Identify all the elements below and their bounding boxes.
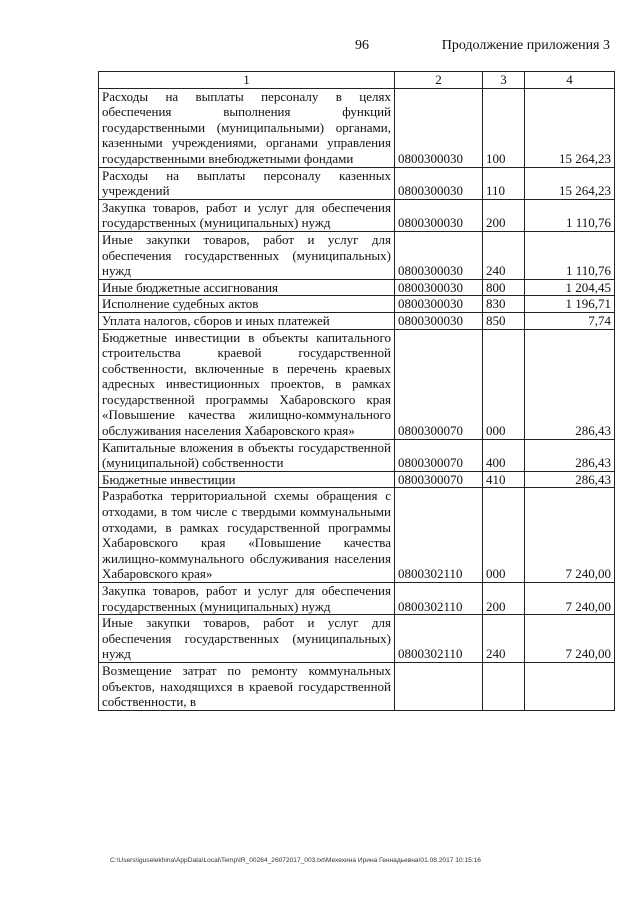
table-row [99,88,615,167]
column-header-4: 4 [525,72,615,89]
row-amount-cell [525,662,615,710]
row-kind-cell: 850 [483,312,525,329]
table-row [99,231,615,279]
table-row [99,439,615,471]
row-amount-cell: 286,43 [525,439,615,471]
row-kind-cell: 110 [483,167,525,199]
row-code-cell: 0800300030 [395,88,483,167]
row-name-cell: Закупка товаров, работ и услуг для обеспечения государственных (муниципальных) нужд [99,199,395,231]
row-code-cell: 0800300030 [395,279,483,296]
row-name-cell: Возмещение затрат по ремонту коммунальных объектов, находящихся в краевой государственной собственности, в [99,662,395,710]
table-row [99,312,615,329]
row-code-cell: 0800302110 [395,488,483,583]
row-amount-cell: 15 264,23 [525,88,615,167]
file-path-footer: C:\Users\iguselekhina\AppData\Local\Temp\IR_00264_26072017_003.txt\Мехехина Ирина Геннадьевна\01.08.2017 10:15:16 [110,857,481,864]
column-header-2: 2 [395,72,483,89]
row-kind-cell: 410 [483,471,525,488]
table-row [99,583,615,615]
row-code-cell: 0800302110 [395,583,483,615]
row-amount-cell: 286,43 [525,471,615,488]
row-code-cell: 0800300030 [395,296,483,313]
row-amount-cell: 7,74 [525,312,615,329]
row-amount-cell: 1 196,71 [525,296,615,313]
row-code-cell: 0800300030 [395,167,483,199]
row-name-cell: Расходы на выплаты персоналу казенных учреждений [99,167,395,199]
row-kind-cell: 200 [483,199,525,231]
row-name-cell: Иные бюджетные ассигнования [99,279,395,296]
row-kind-cell: 100 [483,88,525,167]
table-row [99,329,615,439]
row-amount-cell: 1 110,76 [525,199,615,231]
row-amount-cell: 7 240,00 [525,583,615,615]
row-name-cell: Закупка товаров, работ и услуг для обеспечения государственных (муниципальных) нужд [99,583,395,615]
row-name-cell: Разработка территориальной схемы обращения с отходами, в том числе с твердыми коммунальными отходами, в рамках государственной программы Хабаровского края «Повышение качества жилищно-коммунального обслуживания населения Хабаровского края» [99,488,395,583]
row-kind-cell: 240 [483,615,525,663]
row-name-cell: Уплата налогов, сборов и иных платежей [99,312,395,329]
page-number: 96 [355,38,369,53]
row-kind-cell: 000 [483,488,525,583]
table-row [99,471,615,488]
row-kind-cell: 830 [483,296,525,313]
row-kind-cell [483,662,525,710]
row-code-cell: 0800300070 [395,329,483,439]
row-name-cell: Иные закупки товаров, работ и услуг для обеспечения государственных (муниципальных) нужд [99,615,395,663]
column-header-1: 1 [99,72,395,89]
row-kind-cell: 000 [483,329,525,439]
row-code-cell: 0800300030 [395,199,483,231]
row-amount-cell: 1 204,45 [525,279,615,296]
row-name-cell: Исполнение судебных актов [99,296,395,313]
table-row [99,199,615,231]
row-amount-cell: 7 240,00 [525,615,615,663]
row-amount-cell: 7 240,00 [525,488,615,583]
row-amount-cell: 1 110,76 [525,231,615,279]
row-code-cell: 0800300070 [395,439,483,471]
row-code-cell: 0800300070 [395,471,483,488]
row-code-cell [395,662,483,710]
row-code-cell: 0800300030 [395,312,483,329]
table-row [99,167,615,199]
row-amount-cell: 15 264,23 [525,167,615,199]
row-name-cell: Иные закупки товаров, работ и услуг для обеспечения государственных (муниципальных) нужд [99,231,395,279]
continuation-label: Продолжение приложения 3 [441,38,610,53]
table-body [99,88,615,710]
table-header-row [99,72,615,89]
row-amount-cell: 286,43 [525,329,615,439]
row-code-cell: 0800302110 [395,615,483,663]
table-row [99,296,615,313]
table-row [99,488,615,583]
row-kind-cell: 240 [483,231,525,279]
table-row [99,662,615,710]
budget-table [98,71,615,711]
table-row [99,279,615,296]
row-kind-cell: 200 [483,583,525,615]
table-row [99,615,615,663]
row-code-cell: 0800300030 [395,231,483,279]
row-kind-cell: 400 [483,439,525,471]
column-header-3: 3 [483,72,525,89]
row-name-cell: Бюджетные инвестиции [99,471,395,488]
row-name-cell: Капитальные вложения в объекты государственной (муниципальной) собственности [99,439,395,471]
row-name-cell: Расходы на выплаты персоналу в целях обеспечения выполнения функций государственными (муниципальными) органами, казенными учреждениями, органами управления государственными внебюджетными фондами [99,88,395,167]
row-kind-cell: 800 [483,279,525,296]
row-name-cell: Бюджетные инвестиции в объекты капитального строительства краевой государственной собственности, включенные в перечень краевых адресных инвестиционных проектов, в рамках государственной программы Хабаровского края «Повышение качества жилищно-коммунального обслуживания населения Хабаровского края» [99,329,395,439]
